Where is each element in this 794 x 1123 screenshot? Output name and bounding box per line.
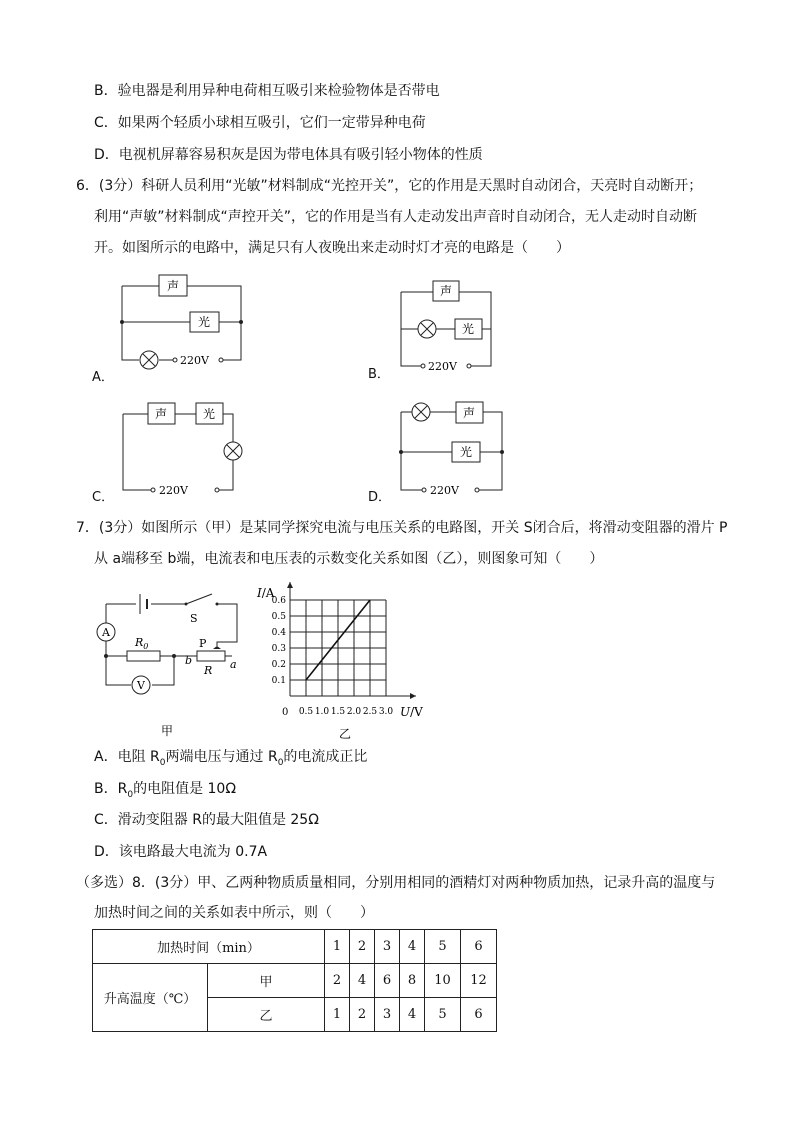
voltage-label: 220V [180, 354, 209, 367]
table-row [93, 964, 497, 998]
caption-jia: 甲 [160, 724, 174, 738]
caption-yi: 乙 [338, 727, 352, 741]
circuit-b [399, 277, 529, 377]
q6-option-b-label: B． [368, 367, 390, 382]
y-tick-label: 0.3 [271, 644, 286, 654]
table-cell: 3 [375, 998, 400, 1032]
x-tick-label: 3.0 [378, 707, 394, 717]
q6-line3: 开。如图所示的电路中，满足只有人夜晚出来走动时灯才亮的电路是（ ） [94, 240, 570, 256]
lamp-icon [418, 320, 436, 338]
table-cell: 6 [461, 998, 497, 1032]
q8-table [92, 929, 497, 1032]
ammeter-icon [97, 623, 115, 641]
y-tick-label: 0.5 [271, 612, 286, 622]
table-cell: 12 [461, 964, 497, 998]
y-tick-label: 0.4 [271, 628, 286, 638]
switch-sound: 声 [439, 284, 453, 298]
switch-sound: 声 [462, 406, 476, 420]
y-axis-label: I/A [257, 586, 275, 600]
q6-option-c-label: C． [92, 490, 115, 505]
table-row [93, 930, 497, 964]
q7-option-c: C．滑动变阻器 R的最大阻值是 25Ω [94, 812, 319, 828]
r0-label: $R_0$ [135, 636, 149, 651]
q7-option-a: A．电阻 $R_0$两端电压与通过 $R_0$的电流成正比 [94, 749, 368, 768]
battery-icon [140, 594, 147, 614]
x-tick-label: 1.5 [330, 707, 346, 717]
table-row-name: 甲 [208, 964, 325, 998]
circuit-jia [94, 592, 254, 752]
q8-line2: 加热时间之间的关系如表中所示，则（ ） [94, 905, 374, 921]
circuit-a [117, 274, 247, 374]
table-cell: 5 [425, 998, 461, 1032]
y-axis-arrow-icon [287, 582, 293, 588]
q6-option-d-label: D． [368, 490, 392, 505]
y-tick-label: 0.6 [271, 596, 286, 606]
switch-sound: 声 [154, 407, 168, 421]
q7-line2: 从 a端移至 b端，电流表和电压表的示数变化关系如图（乙），则图象可知（ ） [94, 551, 604, 567]
end-a-label: a [230, 658, 237, 671]
graph-grid [290, 600, 386, 696]
svg-text:V: V [137, 679, 145, 692]
voltage-label: 220V [159, 484, 188, 497]
circuit-d [398, 400, 528, 500]
table-cell: 4 [400, 998, 425, 1032]
table-cell: 1 [325, 998, 350, 1032]
lamp-icon [412, 403, 430, 421]
table-cell: 5 [425, 930, 461, 964]
table-cell: 3 [375, 930, 400, 964]
table-cell: 1 [325, 930, 350, 964]
table-cell: 2 [325, 964, 350, 998]
x-axis-arrow-icon [410, 693, 416, 699]
q8-line1: （多选）8．(3分）甲、乙两种物质质量相同，分别用相同的酒精灯对两种物质加热，记录升高的温度与 [76, 875, 716, 891]
x-tick-label: 1.0 [314, 707, 330, 717]
table-cell: 4 [400, 930, 425, 964]
voltmeter-icon [132, 676, 150, 694]
table-cell: 2 [350, 930, 375, 964]
table-row-group-label: 升高温度（℃） [93, 964, 208, 1032]
switch-light: 光 [459, 445, 473, 459]
q7-option-d: D．该电路最大电流为 0.7A [94, 844, 268, 860]
switch-sound: 声 [166, 279, 180, 293]
option-d-prev: D．电视机屏幕容易积灰是因为带电体具有吸引轻小物体的性质 [94, 147, 483, 163]
x-tick-label: 0.5 [298, 707, 314, 717]
table-row-name: 乙 [208, 998, 325, 1032]
table-cell: 10 [425, 964, 461, 998]
lamp-icon [224, 442, 242, 460]
x-tick-label: 2.0 [346, 707, 362, 717]
table-cell: 6 [375, 964, 400, 998]
svg-text:A: A [102, 626, 110, 639]
table-cell: 4 [350, 964, 375, 998]
voltage-label: 220V [430, 484, 459, 497]
table-cell: 8 [400, 964, 425, 998]
circuit-c [121, 400, 251, 500]
table-header-label: 加热时间（min） [93, 930, 325, 964]
switch-light: 光 [461, 322, 475, 336]
switch-light: 光 [202, 407, 216, 421]
q6-line2: 利用“声敏”材料制成“声控开关”，它的作用是当有人走动发出声音时自动闭合，无人走动时自动断 [94, 209, 698, 225]
slider-p-label: P [199, 637, 207, 650]
y-tick-label: 0.1 [271, 676, 286, 686]
table-cell: 6 [461, 930, 497, 964]
x-axis-label: U/V [400, 705, 423, 719]
q6-option-a-label: A． [92, 370, 114, 385]
end-b-label: b [185, 654, 193, 667]
q6-line1: 6．(3分）科研人员利用“光敏”材料制成“光控开关”，它的作用是天黑时自动闭合，天亮时自动断开； [76, 178, 703, 194]
q7-line1: 7．(3分）如图所示（甲）是某同学探究电流与电压关系的电路图，开关 S闭合后，将滑动变阻器的滑片 P [76, 520, 728, 536]
option-c-prev: C．如果两个轻质小球相互吸引，它们一定带异种电荷 [94, 115, 426, 131]
table-cell: 2 [350, 998, 375, 1032]
q7-option-b: B．$R_0$的电阻值是 10Ω [94, 781, 237, 800]
y-tick-label: 0.2 [271, 660, 286, 670]
x-tick-label: 2.5 [362, 707, 378, 717]
lamp-icon [140, 351, 158, 369]
voltage-label: 220V [428, 360, 457, 373]
origin-label: 0 [282, 707, 289, 718]
graph-yi [257, 578, 430, 741]
switch-light: 光 [197, 315, 211, 329]
rheostat-r-label: R [204, 664, 213, 677]
option-b-prev: B．验电器是利用异种电荷相互吸引来检验物体是否带电 [94, 83, 440, 99]
switch-s-label: S [190, 612, 198, 625]
